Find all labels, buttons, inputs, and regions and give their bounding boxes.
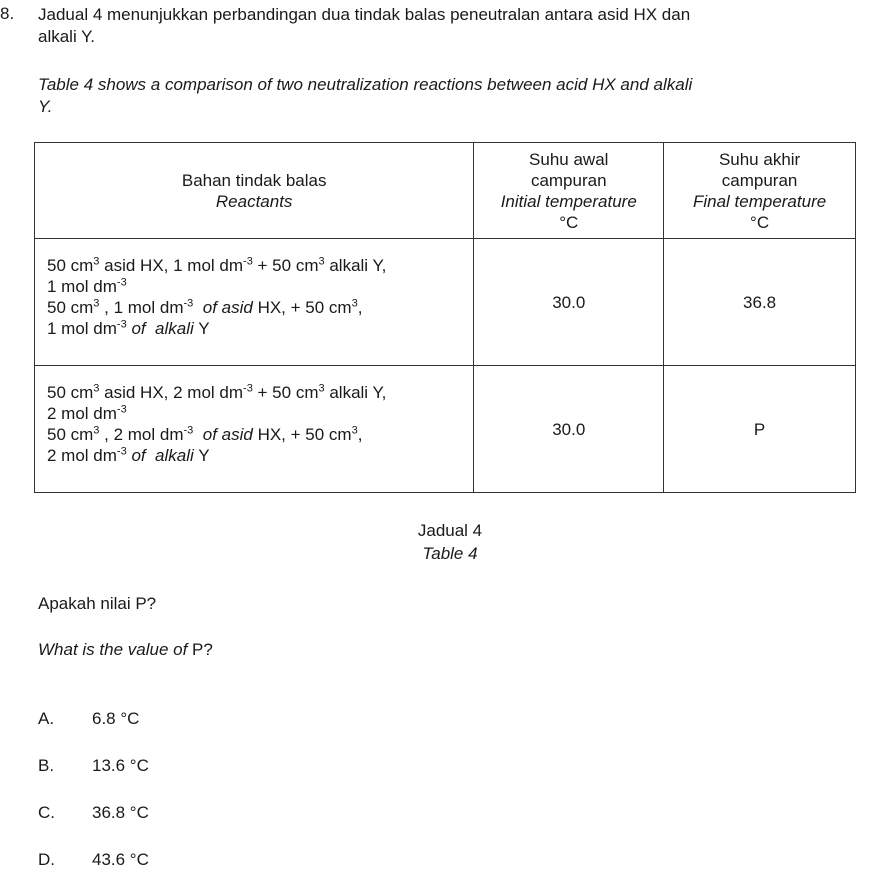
header-initial-temperature [474, 143, 664, 239]
question-number: 8. [0, 4, 15, 23]
header-final-unit: °C [750, 212, 770, 232]
header-initial-malay-2: campuran [530, 170, 607, 190]
initial-temperature-cell: 30.0 [474, 239, 664, 366]
header-initial-unit: °C [559, 212, 579, 232]
final-temperature-cell: P [664, 366, 856, 493]
prompt-english [38, 639, 848, 661]
option-d-value: 43.6 °C [92, 850, 149, 869]
header-initial-english: Initial temperature [500, 191, 637, 211]
final-temperature-cell: 36.8 [664, 239, 856, 366]
question-text-english [38, 74, 848, 118]
header-reactants-malay: Bahan tindak balas [181, 170, 327, 190]
table-header-row [35, 143, 856, 239]
header-reactants-english: Reactants [215, 191, 293, 211]
question-text-english-line1: Table 4 shows a comparison of two neutralization reactions between acid HX and alkali [38, 75, 693, 94]
prompt-english-italic: What is the value of [38, 640, 188, 659]
option-a-letter: A. [38, 709, 55, 728]
option-a-value: 6.8 °C [92, 709, 140, 728]
question-text-malay-line2: alkali Y. [38, 27, 96, 46]
table-row [35, 239, 856, 366]
question-text-malay-line1: Jadual 4 menunjukkan perbandingan dua tindak balas peneutralan antara asid HX dan [38, 5, 691, 24]
question-text-english-line2: Y. [38, 97, 53, 116]
header-final-malay-1: Suhu akhir [718, 149, 801, 169]
header-final-temperature [664, 143, 856, 239]
option-b-letter: B. [38, 756, 55, 775]
reaction-table [34, 142, 856, 493]
question-text-malay [38, 4, 848, 48]
prompt-malay: Apakah nilai P? [38, 594, 157, 613]
option-b-value: 13.6 °C [92, 756, 149, 775]
table-row [35, 366, 856, 493]
option-d-letter: D. [38, 850, 55, 869]
header-final-english: Final temperature [692, 191, 827, 211]
header-reactants [35, 143, 474, 239]
option-c-letter: C. [38, 803, 55, 822]
table-caption-malay: Jadual 4 [417, 521, 483, 540]
option-c-value: 36.8 °C [92, 803, 149, 822]
table-caption-english: Table 4 [422, 544, 478, 563]
header-final-malay-2: campuran [721, 170, 798, 190]
reactants-cell: 50 $cm^3$ asid HX, 2 mol $dm^{-3} + 50$ $cm^3$ alkali Y, 2 mol $dm^{-3}$ 50 $cm^3$ , 2 mol $dm^{-3}$ of asid HX, + 50 $cm^3$, 2 mol $dm^{-3}$ of alkali Y [35, 366, 474, 493]
initial-temperature-cell: 30.0 [474, 366, 664, 493]
reactants-cell: 50 $cm^3$ asid HX, 1 mol $dm^{-3} + 50$ $cm^3$ alkali Y, 1 mol $dm^{-3}$ 50 $cm^3$ , 1 mol $dm^{-3}$ of asid HX, + 50 $cm^3$, 1 mol $dm^{-3}$ of alkali Y [35, 239, 474, 366]
header-initial-malay-1: Suhu awal [529, 149, 609, 169]
prompt-english-tail: P? [192, 640, 213, 659]
